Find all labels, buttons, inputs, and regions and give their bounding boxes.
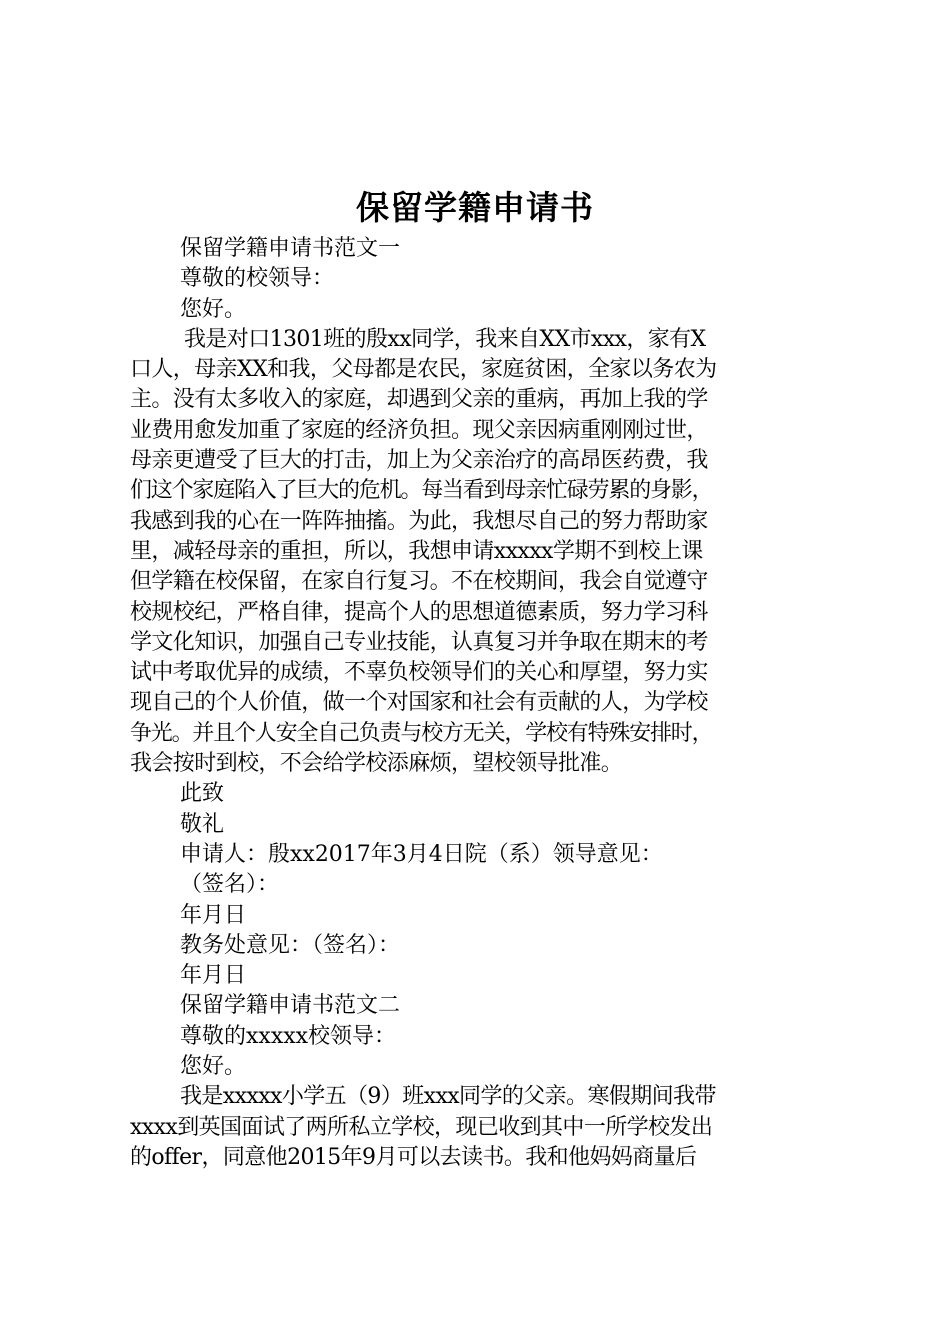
paragraph-line: 校规校纪，严格自律，提高个人的思想道德素质，努力学习科	[130, 599, 708, 625]
document-body	[130, 234, 830, 1173]
salutation: 尊敬的xxxxx校领导：	[180, 1023, 397, 1049]
applicant-line: 申请人：殷xx2017年3月4日院（系）领导意见：	[180, 841, 663, 867]
paragraph-line: 我是xxxxx小学五（9）班xxx同学的父亲。寒假期间我带	[180, 1084, 716, 1110]
document-title: 保留学籍申请书	[356, 188, 594, 227]
paragraph-line: 的offer，同意他2015年9月可以去读书。我和他妈妈商量后	[130, 1144, 697, 1170]
paragraph-line: 口人，母亲XX和我，父母都是农民，家庭贫困，全家以务农为	[130, 357, 717, 383]
salutation: 尊敬的校领导：	[180, 266, 335, 292]
paragraph-line: 试中考取优异的成绩，不辜负校领导们的关心和厚望，努力实	[130, 660, 708, 686]
paragraph-line: 主。没有太多收入的家庭，却遇到父亲的重病，再加上我的学	[130, 387, 708, 413]
paragraph-line: 里，减轻母亲的重担，所以，我想申请xxxxx学期不到校上课	[130, 538, 703, 564]
signature-line: （签名）：	[180, 872, 280, 898]
date-line: 年月日	[180, 902, 247, 928]
paragraph-line: 现自己的个人价值，做一个对国家和社会有贡献的人，为学校	[130, 690, 708, 716]
paragraph-line: xxxx到英国面试了两所私立学校，现已收到其中一所学校发出	[130, 1114, 713, 1140]
date-line: 年月日	[180, 963, 247, 989]
closing-line: 此致	[180, 781, 225, 807]
paragraph-line: 业费用愈发加重了家庭的经济负担。现父亲因病重刚刚过世，	[130, 417, 708, 443]
paragraph-line: 但学籍在校保留，在家自行复习。不在校期间，我会自觉遵守	[130, 569, 708, 595]
section-heading-1: 保留学籍申请书范文一	[180, 236, 401, 261]
paragraph-line: 母亲更遭受了巨大的打击，加上为父亲治疗的高昂医药费，我	[130, 448, 708, 474]
greeting: 您好。	[180, 1054, 247, 1080]
paragraph-line: 争光。并且个人安全自己负责与校方无关，学校有特殊安排时，	[130, 720, 713, 746]
paragraph-line: 我会按时到校，不会给学校添麻烦，望校领导批准。	[130, 751, 623, 777]
section-heading-2: 保留学籍申请书范文二	[180, 993, 401, 1019]
paragraph-line: 我是对口1301班的殷xx同学，我来自XX市xxx，家有X	[184, 326, 706, 352]
closing-line: 敬礼	[180, 811, 225, 837]
paragraph-line: 学文化知识，加强自己专业技能，认真复习并争取在期末的考	[130, 629, 708, 655]
office-opinion-line: 教务处意见：（签名）：	[180, 932, 401, 958]
paragraph-line: 我感到我的心在一阵阵抽搐。为此，我想尽自己的努力帮助家	[130, 508, 708, 534]
paragraph-line: 们这个家庭陷入了巨大的危机。每当看到母亲忙碌劳累的身影，	[130, 478, 713, 504]
greeting: 您好。	[180, 296, 247, 322]
